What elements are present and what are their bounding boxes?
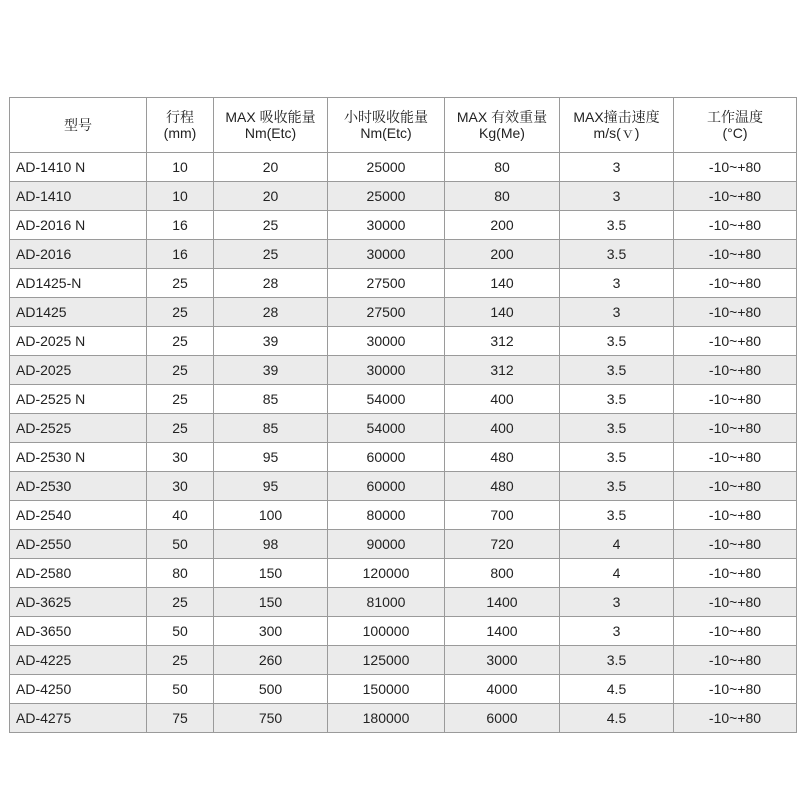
stroke-cell: 50 [147,675,214,704]
table-header [10,98,797,153]
header-temperature: 工作温度 (°C) [674,98,797,153]
max-weight-cell: 140 [445,298,560,327]
model-cell: AD-2525 N [10,385,147,414]
stroke-cell: 10 [147,153,214,182]
max-energy-cell: 25 [214,211,328,240]
max-energy-cell: 85 [214,414,328,443]
temperature-cell: -10~+80 [674,675,797,704]
hourly-energy-cell: 125000 [328,646,445,675]
max-speed-cell: 3.5 [560,414,674,443]
max-energy-cell: 95 [214,443,328,472]
max-weight-cell: 312 [445,327,560,356]
max-energy-cell: 20 [214,182,328,211]
model-cell: AD-2540 [10,501,147,530]
table-row [10,501,797,530]
max-weight-cell: 480 [445,472,560,501]
max-weight-cell: 480 [445,443,560,472]
temperature-cell: -10~+80 [674,356,797,385]
stroke-cell: 40 [147,501,214,530]
model-cell: AD1425 [10,298,147,327]
model-cell: AD-2025 N [10,327,147,356]
temperature-cell: -10~+80 [674,240,797,269]
table-row [10,617,797,646]
table-row [10,356,797,385]
stroke-cell: 25 [147,269,214,298]
table-row [10,298,797,327]
max-weight-cell: 1400 [445,588,560,617]
temperature-cell: -10~+80 [674,211,797,240]
stroke-cell: 25 [147,385,214,414]
stroke-cell: 10 [147,182,214,211]
hourly-energy-cell: 30000 [328,211,445,240]
temperature-cell: -10~+80 [674,617,797,646]
max-energy-cell: 500 [214,675,328,704]
table-row [10,385,797,414]
max-speed-cell: 3 [560,588,674,617]
stroke-cell: 25 [147,298,214,327]
hourly-energy-cell: 180000 [328,704,445,733]
header-model: 型号 [10,98,147,153]
max-speed-cell: 3 [560,182,674,211]
table-row [10,675,797,704]
max-speed-cell: 4.5 [560,675,674,704]
max-weight-cell: 800 [445,559,560,588]
hourly-energy-cell: 60000 [328,472,445,501]
max-speed-cell: 3.5 [560,443,674,472]
max-energy-cell: 300 [214,617,328,646]
hourly-energy-cell: 27500 [328,269,445,298]
stroke-cell: 75 [147,704,214,733]
temperature-cell: -10~+80 [674,472,797,501]
table-row [10,153,797,182]
stroke-cell: 25 [147,414,214,443]
stroke-cell: 16 [147,211,214,240]
model-cell: AD-1410 [10,182,147,211]
max-speed-cell: 3.5 [560,646,674,675]
max-speed-cell: 3 [560,269,674,298]
max-speed-cell: 3 [560,153,674,182]
spec-table [9,97,797,733]
model-cell: AD-3625 [10,588,147,617]
temperature-cell: -10~+80 [674,269,797,298]
model-cell: AD-2530 N [10,443,147,472]
model-cell: AD1425-N [10,269,147,298]
temperature-cell: -10~+80 [674,501,797,530]
header-row [10,98,797,153]
temperature-cell: -10~+80 [674,182,797,211]
max-weight-cell: 80 [445,153,560,182]
hourly-energy-cell: 30000 [328,240,445,269]
temperature-cell: -10~+80 [674,298,797,327]
max-speed-cell: 3.5 [560,356,674,385]
table-row [10,704,797,733]
model-cell: AD-1410 N [10,153,147,182]
hourly-energy-cell: 25000 [328,153,445,182]
table-row [10,530,797,559]
max-weight-cell: 720 [445,530,560,559]
model-cell: AD-2550 [10,530,147,559]
hourly-energy-cell: 54000 [328,385,445,414]
temperature-cell: -10~+80 [674,704,797,733]
model-cell: AD-4275 [10,704,147,733]
header-hourly-energy: 小时吸收能量 Nm(Etc) [328,98,445,153]
temperature-cell: -10~+80 [674,327,797,356]
header-max-energy: MAX 吸收能量 Nm(Etc) [214,98,328,153]
header-stroke: 行程 (mm) [147,98,214,153]
hourly-energy-cell: 25000 [328,182,445,211]
model-cell: AD-2016 N [10,211,147,240]
stroke-cell: 50 [147,617,214,646]
hourly-energy-cell: 54000 [328,414,445,443]
stroke-cell: 30 [147,472,214,501]
max-speed-cell: 3.5 [560,211,674,240]
max-speed-cell: 3.5 [560,327,674,356]
header-max-weight: MAX 有效重量 Kg(Me) [445,98,560,153]
max-energy-cell: 750 [214,704,328,733]
max-energy-cell: 150 [214,559,328,588]
hourly-energy-cell: 150000 [328,675,445,704]
model-cell: AD-4250 [10,675,147,704]
max-weight-cell: 312 [445,356,560,385]
temperature-cell: -10~+80 [674,153,797,182]
table-row [10,269,797,298]
max-energy-cell: 28 [214,269,328,298]
max-weight-cell: 400 [445,385,560,414]
table-row [10,327,797,356]
max-speed-cell: 3 [560,617,674,646]
max-energy-cell: 39 [214,327,328,356]
max-weight-cell: 200 [445,211,560,240]
temperature-cell: -10~+80 [674,559,797,588]
max-weight-cell: 6000 [445,704,560,733]
temperature-cell: -10~+80 [674,530,797,559]
max-weight-cell: 4000 [445,675,560,704]
hourly-energy-cell: 81000 [328,588,445,617]
model-cell: AD-2530 [10,472,147,501]
table-row [10,646,797,675]
stroke-cell: 25 [147,356,214,385]
table-row [10,588,797,617]
table-row [10,211,797,240]
table-body [10,153,797,733]
max-speed-cell: 3.5 [560,240,674,269]
temperature-cell: -10~+80 [674,443,797,472]
model-cell: AD-2016 [10,240,147,269]
max-energy-cell: 28 [214,298,328,327]
max-weight-cell: 1400 [445,617,560,646]
temperature-cell: -10~+80 [674,385,797,414]
max-energy-cell: 100 [214,501,328,530]
model-cell: AD-2525 [10,414,147,443]
max-weight-cell: 400 [445,414,560,443]
hourly-energy-cell: 27500 [328,298,445,327]
hourly-energy-cell: 100000 [328,617,445,646]
hourly-energy-cell: 30000 [328,356,445,385]
header-max-speed: MAX撞击速度 m/s(ｖ) [560,98,674,153]
max-energy-cell: 25 [214,240,328,269]
table-row [10,472,797,501]
stroke-cell: 30 [147,443,214,472]
max-energy-cell: 260 [214,646,328,675]
hourly-energy-cell: 30000 [328,327,445,356]
table-row [10,414,797,443]
max-weight-cell: 140 [445,269,560,298]
max-speed-cell: 4 [560,559,674,588]
model-cell: AD-2025 [10,356,147,385]
table-row [10,182,797,211]
max-energy-cell: 20 [214,153,328,182]
stroke-cell: 25 [147,646,214,675]
temperature-cell: -10~+80 [674,414,797,443]
max-speed-cell: 4.5 [560,704,674,733]
max-speed-cell: 4 [560,530,674,559]
max-speed-cell: 3.5 [560,472,674,501]
max-energy-cell: 39 [214,356,328,385]
max-weight-cell: 80 [445,182,560,211]
max-weight-cell: 3000 [445,646,560,675]
max-energy-cell: 85 [214,385,328,414]
stroke-cell: 25 [147,588,214,617]
model-cell: AD-2580 [10,559,147,588]
hourly-energy-cell: 60000 [328,443,445,472]
stroke-cell: 50 [147,530,214,559]
hourly-energy-cell: 90000 [328,530,445,559]
model-cell: AD-3650 [10,617,147,646]
max-speed-cell: 3 [560,298,674,327]
model-cell: AD-4225 [10,646,147,675]
max-energy-cell: 95 [214,472,328,501]
stroke-cell: 16 [147,240,214,269]
max-weight-cell: 200 [445,240,560,269]
table-row [10,240,797,269]
temperature-cell: -10~+80 [674,646,797,675]
hourly-energy-cell: 80000 [328,501,445,530]
hourly-energy-cell: 120000 [328,559,445,588]
temperature-cell: -10~+80 [674,588,797,617]
max-energy-cell: 98 [214,530,328,559]
max-energy-cell: 150 [214,588,328,617]
stroke-cell: 25 [147,327,214,356]
max-weight-cell: 700 [445,501,560,530]
table-row [10,559,797,588]
table-row [10,443,797,472]
stroke-cell: 80 [147,559,214,588]
max-speed-cell: 3.5 [560,385,674,414]
max-speed-cell: 3.5 [560,501,674,530]
